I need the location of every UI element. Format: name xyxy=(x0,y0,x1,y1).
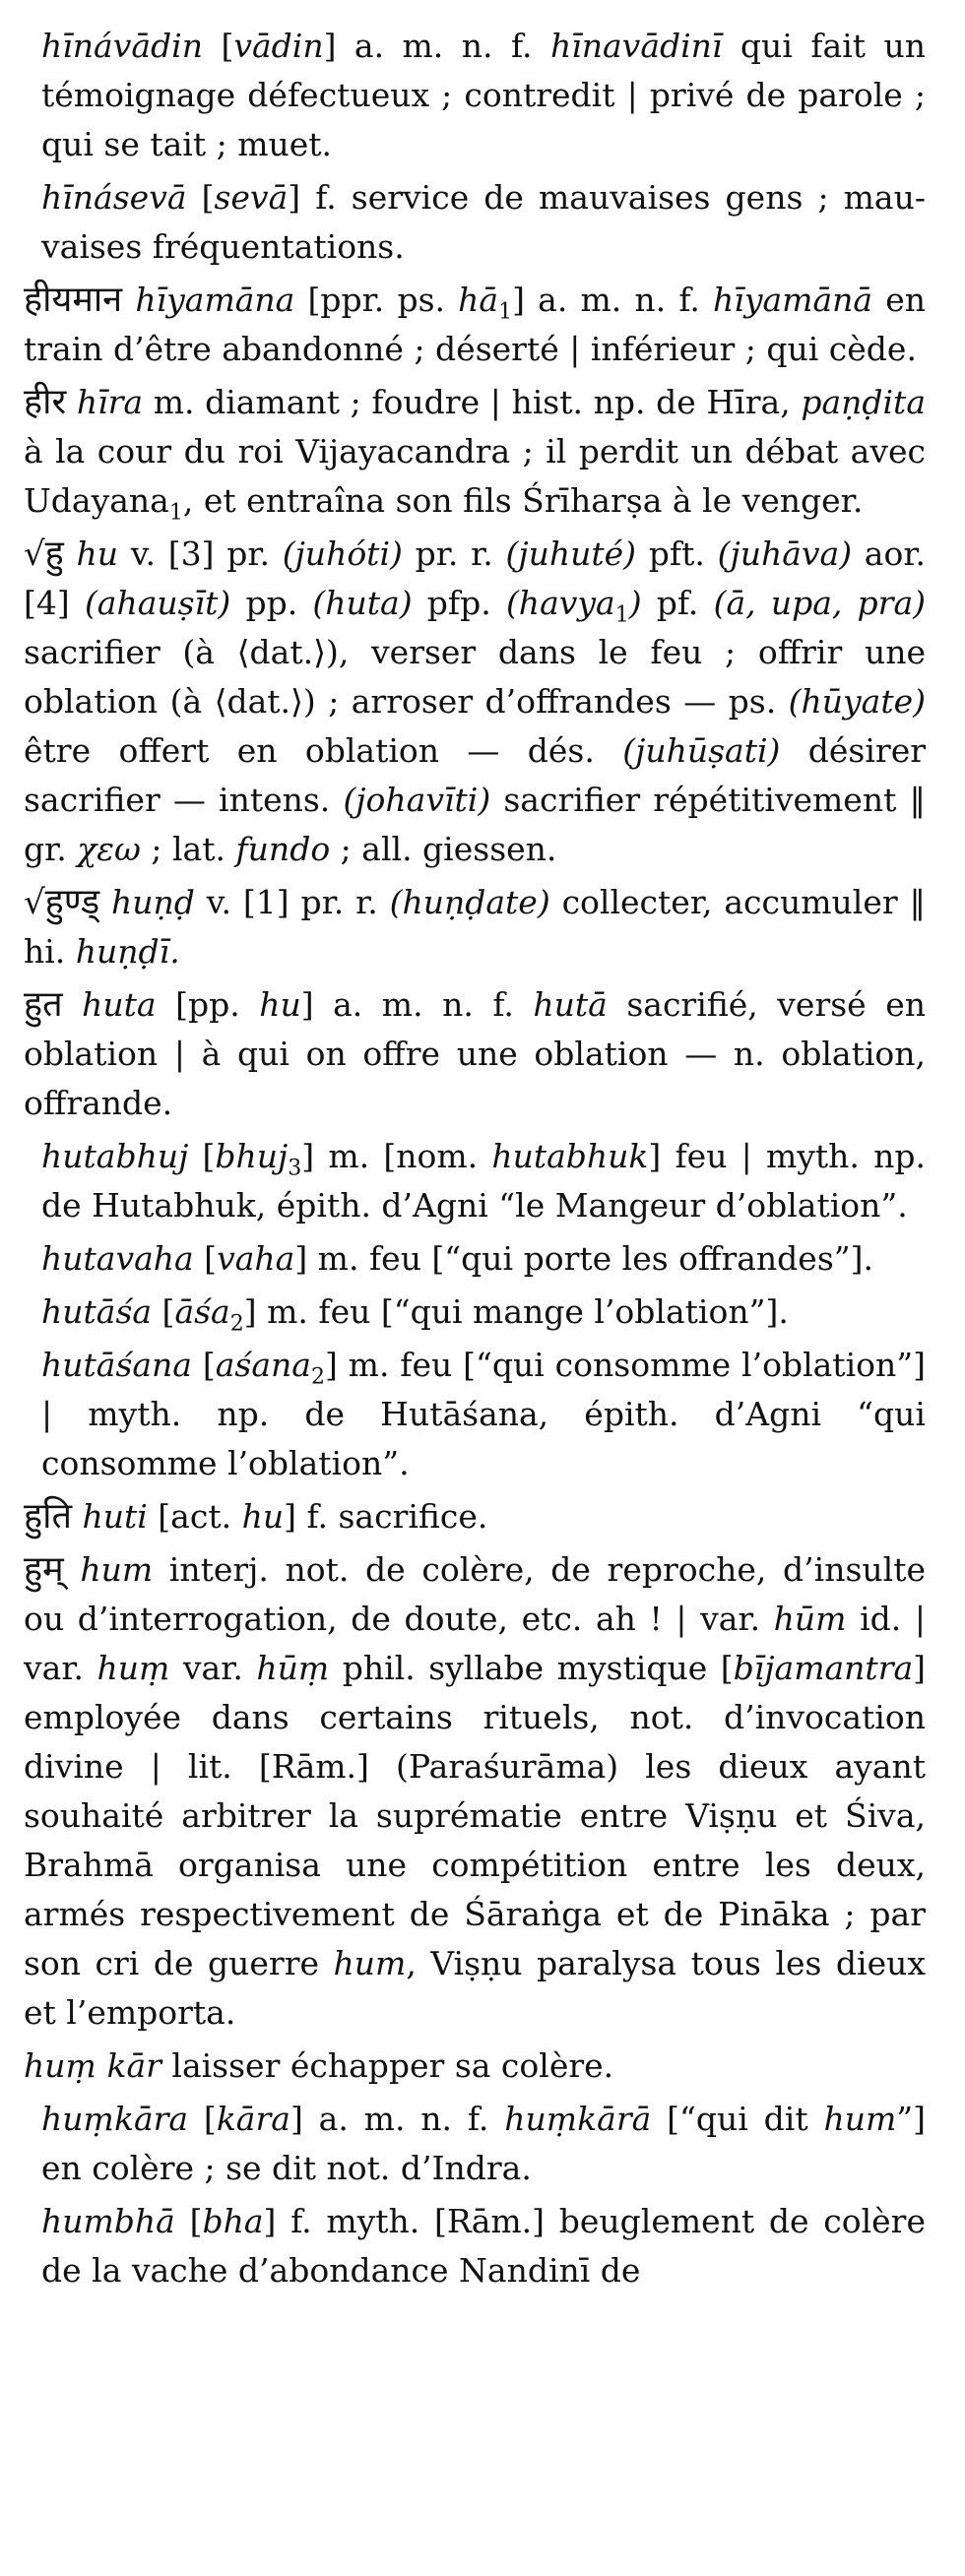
italic-term: hutabhuk xyxy=(491,1137,649,1175)
dictionary-entry xyxy=(24,2042,926,2091)
italic-term: hutā xyxy=(533,985,608,1024)
entry-text: ; all. giessen. xyxy=(330,830,557,868)
italic-term: hum xyxy=(80,1550,154,1589)
italic-term: vādin xyxy=(233,27,324,65)
italic-term: huṇḍ xyxy=(111,883,195,921)
italic-term: humbhā xyxy=(41,2202,175,2240)
italic-term: (huta) xyxy=(312,584,413,622)
italic-term: huṃkāra xyxy=(41,2100,189,2138)
entry-text: aor. [4] xyxy=(24,534,926,622)
homonym-index: 3 xyxy=(288,1156,302,1181)
entry-text: [“qui dit xyxy=(651,2100,824,2138)
entry-text: [ xyxy=(186,178,215,217)
dictionary-entry xyxy=(24,276,926,374)
entry-text xyxy=(99,883,111,921)
italic-term: huṃ kār xyxy=(24,2046,161,2085)
entry-text: , et entraîna son fils Śrīharṣa à le venger. xyxy=(182,481,864,520)
italic-term: huṇḍī. xyxy=(75,932,180,971)
dictionary-entry xyxy=(24,2197,926,2295)
entry-text: ] a. m. n. f. xyxy=(512,281,714,319)
entry-text: être offert en oblation — dés. xyxy=(24,731,623,770)
entry-text: sacrifier (à ⟨dat.⟩), verser dans le feu ; offrir une oblation (à ⟨dat.⟩) ; arroser d’offrandes — ps. xyxy=(24,633,926,721)
devanagari-headword: हीयमान xyxy=(24,280,123,320)
italic-term: hā xyxy=(458,281,499,319)
dictionary-entry xyxy=(24,1492,926,1541)
italic-term: huti xyxy=(82,1497,148,1536)
italic-term: hutāśa xyxy=(41,1292,153,1331)
italic-term: hutabhuj xyxy=(41,1137,189,1175)
entry-text xyxy=(64,534,77,573)
italic-term: (juhāva) xyxy=(717,534,853,573)
italic-term: hu xyxy=(259,985,301,1024)
entry-text: désirer sacrifier — intens. xyxy=(24,731,926,819)
devanagari-headword: हुण्ड् xyxy=(44,882,100,922)
italic-term: huṃ xyxy=(96,1649,170,1687)
dictionary-entry xyxy=(24,878,926,976)
entry-text xyxy=(66,383,77,421)
dictionary-entry xyxy=(24,1132,926,1230)
entry-list xyxy=(24,22,926,2295)
dictionary-entry xyxy=(24,530,926,874)
italic-term: hum xyxy=(823,2100,897,2138)
italic-term: āśa xyxy=(174,1292,230,1331)
entry-text: pfp. xyxy=(412,584,506,622)
root-sign: √ xyxy=(24,534,45,574)
italic-term: kāra xyxy=(216,2100,290,2138)
dictionary-entry xyxy=(24,1234,926,1284)
dictionary-entry xyxy=(24,1288,926,1337)
entry-text: ] a. m. n. f. xyxy=(300,985,534,1024)
entry-text: interj. not. de colère, de reproche, d’insulte ou d’interrogation, de doute, etc. ah ! | var. xyxy=(24,1550,926,1638)
entry-text: collecter, accumuler ‖ hi. xyxy=(24,883,926,971)
entry-text: [ xyxy=(188,2100,217,2138)
dictionary-entry xyxy=(24,22,926,169)
entry-text: , Viṣṇu paralysa tous les dieux et l’emporta. xyxy=(24,1944,926,2032)
homonym-index: 1 xyxy=(168,500,183,526)
entry-text: ] a. m. n. f. xyxy=(323,27,550,65)
entry-text: ] m. feu [“qui porte les offrandes”]. xyxy=(294,1239,873,1278)
entry-text: pf. xyxy=(641,584,714,622)
entry-text xyxy=(63,985,83,1024)
italic-term: aśana xyxy=(215,1346,311,1384)
dictionary-entry xyxy=(24,1545,926,2038)
dictionary-entry xyxy=(24,980,926,1128)
homonym-index: 2 xyxy=(229,1311,244,1337)
entry-text: sacrifier répétitivement ‖ gr. xyxy=(24,781,926,868)
entry-text: pft. xyxy=(636,534,718,573)
homonym-index: 1 xyxy=(614,602,629,628)
italic-term: bījamantra xyxy=(733,1649,914,1687)
dictionary-entry xyxy=(24,173,926,272)
italic-term: hīnavādinī xyxy=(549,27,723,65)
root-sign: √ xyxy=(24,883,45,922)
italic-term: bha xyxy=(202,2202,264,2240)
entry-text: ”] en colère ; se dit not. d’Indra. xyxy=(41,2100,926,2187)
entry-text: ] f. sacrifice. xyxy=(284,1497,488,1536)
italic-term: vaha xyxy=(217,1239,295,1278)
entry-text: ] m. [nom. xyxy=(301,1137,492,1175)
italic-term: (ahauṣīt) xyxy=(84,584,231,622)
entry-text xyxy=(64,1550,81,1589)
entry-text: [ppr. ps. xyxy=(294,281,459,319)
entry-text: laisser échapper sa colère. xyxy=(161,2046,614,2085)
entry-text: [ xyxy=(193,1239,218,1278)
entry-text xyxy=(72,1497,83,1536)
entry-text: pp. xyxy=(230,584,313,622)
italic-term: (ā, upa, pra) xyxy=(713,584,927,622)
entry-text: qui fait un témoignage défectueux ; contredit | privé de parole ; qui se tait ; muet. xyxy=(41,27,926,163)
entry-text: sacrifié, versé en oblation | à qui on offre une oblation — n. oblation, offrande. xyxy=(24,985,926,1122)
italic-term: (juhuté) xyxy=(505,534,637,573)
italic-term: hīnásevā xyxy=(41,178,187,217)
italic-term: (juhūṣati) xyxy=(622,731,781,770)
entry-text: ] f. service de mauvaises gens ; mauvaises fréquentations. xyxy=(41,178,926,266)
italic-term: hu xyxy=(241,1497,285,1536)
entry-text: [ xyxy=(191,1346,216,1384)
italic-term: bhuj xyxy=(215,1137,289,1175)
entry-text: [pp. xyxy=(156,985,260,1024)
italic-term: hu xyxy=(76,534,119,573)
dictionary-entry xyxy=(24,378,926,526)
italic-term: hūm xyxy=(773,1600,847,1638)
italic-term: hutavaha xyxy=(41,1239,194,1278)
devanagari-headword: हुति xyxy=(24,1496,72,1537)
entry-text: [ xyxy=(188,1137,216,1175)
italic-term: χεω xyxy=(77,830,141,868)
entry-text: m. diamant ; foudre | hist. np. de Hīra, xyxy=(143,383,802,421)
italic-term: sevā xyxy=(214,178,289,217)
italic-term: (juhóti) xyxy=(282,534,403,573)
italic-term: hutāśana xyxy=(41,1346,192,1384)
devanagari-headword: हुम् xyxy=(24,1549,64,1590)
entry-text: pr. r. xyxy=(402,534,506,573)
entry-text: [ xyxy=(203,27,234,65)
devanagari-headword: हुत xyxy=(24,984,63,1025)
italic-term: hīyamānā xyxy=(713,281,873,319)
italic-term: hīyamāna xyxy=(135,281,295,319)
entry-text: [act. xyxy=(147,1497,242,1536)
devanagari-headword: हीर xyxy=(24,382,67,422)
italic-term: fundo xyxy=(235,830,331,868)
entry-text: ] m. feu [“qui consomme l’oblation”] | myth. np. de Hutāśana, épith. d’Agni “qui consomme l’oblation”. xyxy=(41,1346,926,1482)
entry-text: à la cour du roi Vijayacandra ; il perdit un débat avec Udayana xyxy=(24,432,926,520)
italic-term: (havya xyxy=(505,584,615,622)
entry-text: ] feu | myth. np. de Hutabhuk, épith. d’Agni “le Mangeur d’oblation”. xyxy=(41,1137,926,1225)
entry-text: ] a. m. n. f. xyxy=(290,2100,505,2138)
italic-term: hum xyxy=(333,1944,407,1982)
entry-text: ; lat. xyxy=(140,830,236,868)
italic-term: (huṇḍate) xyxy=(389,883,550,921)
entry-text: ] employée dans certains rituels, not. d’invocation divine | lit. [Rām.] (Paraśurāma) les dieux ayant souhaité arbitrer la suprématie entre Viṣṇu et Śiva, Brahmā organisa une compétition entre les deux, armés respectivement de Śāraṅga et de Pināka ; par son cri de guerre xyxy=(24,1649,927,1982)
entry-text: ] f. myth. [Rām.] beuglement de colère de la vache d’abondance Nandinī de xyxy=(41,2202,926,2290)
italic-term: hīra xyxy=(76,383,144,421)
italic-term: (hūyate) xyxy=(788,682,926,721)
devanagari-headword: हु xyxy=(44,534,64,574)
entry-text: [ xyxy=(174,2202,203,2240)
entry-text xyxy=(122,281,135,319)
entry-text: v. [3] pr. xyxy=(118,534,283,573)
entry-text: [ xyxy=(152,1292,175,1331)
italic-term: huta xyxy=(82,985,157,1024)
entry-text: v. [1] pr. r. xyxy=(194,883,390,921)
entry-text: en train d’être abandonné ; déserté | inférieur ; qui cède. xyxy=(24,281,927,368)
italic-term: hūṃ xyxy=(256,1649,330,1687)
italic-term: hīnávādin xyxy=(41,27,203,65)
homonym-index: 2 xyxy=(310,1364,325,1390)
entry-text: phil. syllabe mystique [ xyxy=(329,1649,734,1687)
italic-term: (johavīti) xyxy=(343,781,491,819)
italic-term: paṇḍita xyxy=(801,383,926,421)
homonym-index: 1 xyxy=(498,299,513,325)
dictionary-entry xyxy=(24,2095,926,2193)
entry-text: id. | var. xyxy=(24,1600,926,1687)
entry-text: ] m. feu [“qui mange l’oblation”]. xyxy=(243,1292,789,1331)
italic-term: huṃkārā xyxy=(504,2100,652,2138)
entry-text: var. xyxy=(169,1649,257,1687)
dictionary-entry xyxy=(24,1341,926,1488)
italic-term: ) xyxy=(628,584,642,622)
